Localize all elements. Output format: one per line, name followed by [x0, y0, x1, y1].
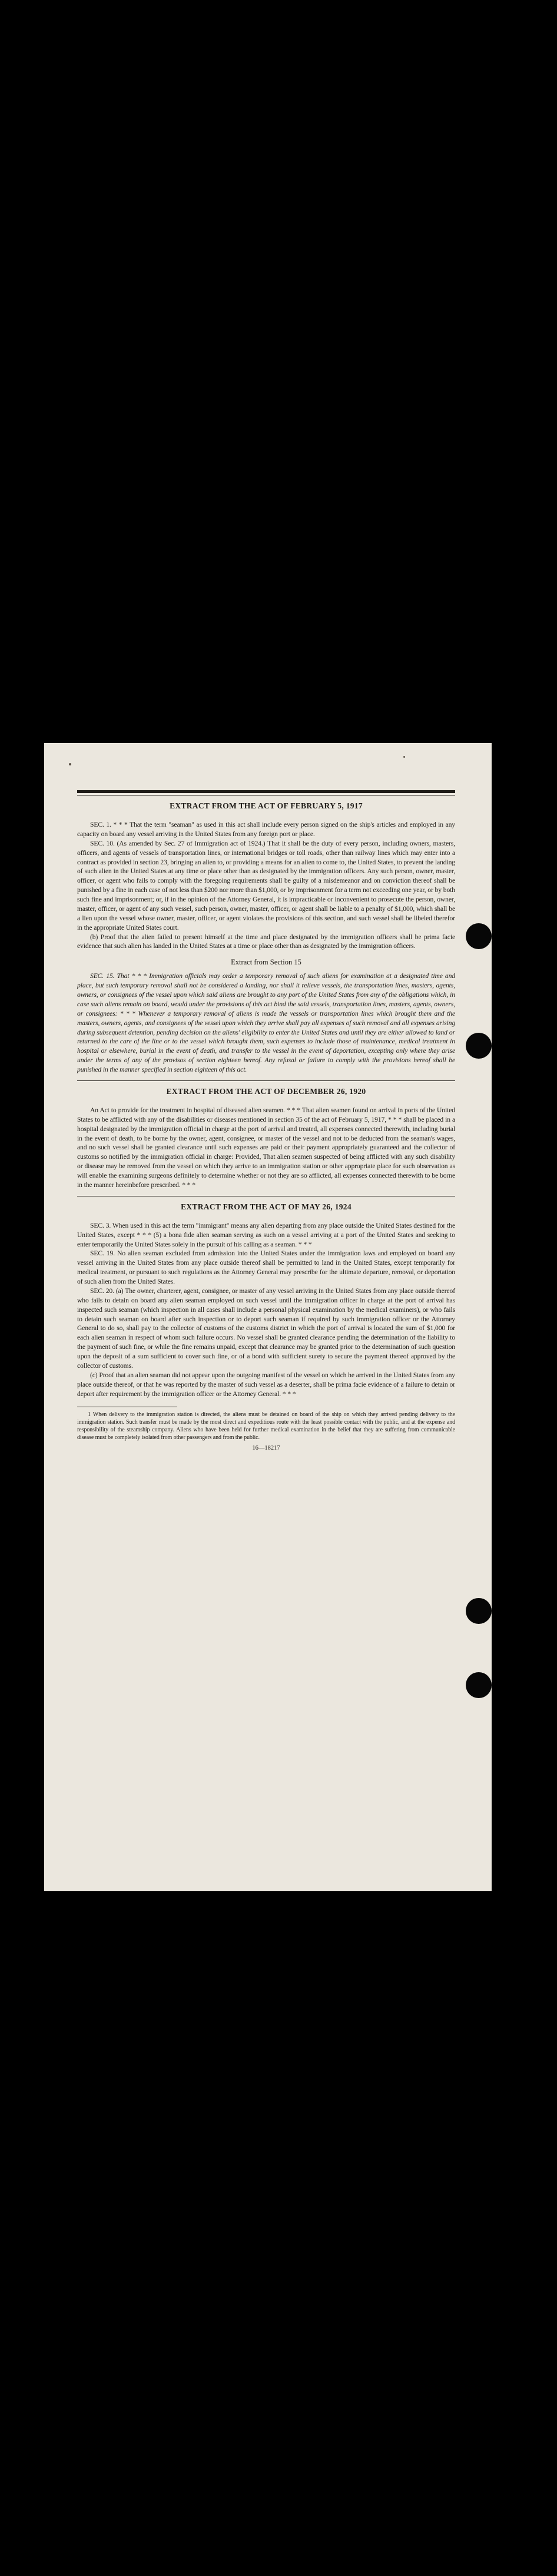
section-19-paragraph: SEC. 19. No alien seaman excluded from admission into the United States under the immigration laws and employed on board any vessel arriving in the United States from any place outside thereof shall be permitted to land in the United States, except temporarily for medical treatment, or pursuant to such regulations as the Attorney General may prescribe for the ultimate departure, removal, or deportation of such alien from the United States. — [77, 1249, 455, 1285]
speck — [69, 763, 71, 765]
heading-act-1917: EXTRACT FROM THE ACT OF FEBRUARY 5, 1917 — [170, 801, 363, 810]
section-15-paragraph: SEC. 15. That * * * Immigration officials may order a temporary removal of such aliens for examination at a designated time and place, but such temporary removal shall not be considered a landing, nor shall it relieve vessels, the transportation lines, masters, agents, owners, or consignees of the vessel upon which said aliens are brought to any port of the United States from any of the obligations which, in case such aliens remain on board, would under the provisions of this act bind the said vessels, transportation lines, masters, agents, owners, or consignees: * * * Whenever a temporary removal of aliens is made the vessels or transportation lines which brought them and the masters, owners, agents, and consignees of the vessel upon which they arrive shall pay all expenses of such removal and all expenses arising during subsequent detention, pending decision on the aliens' eligibility to enter the United States and until they are either allowed to land or returned to the care of the line or to the vessel which brought them, such expenses to include those of maintenance, medical treatment in hospital or elsewhere, burial in the event of death, and transfer to the vessel in the event of deportation, excepting only where they arise under the terms of any of the provisos of section eighteen hereof. Any refusal or failure to comply with the provisions hereof shall be punished in the manner specified in section eighteen of this act. — [77, 972, 455, 1073]
heading-act-1920: EXTRACT FROM THE ACT OF DECEMBER 26, 1920 — [166, 1086, 366, 1096]
top-heavy-rule — [77, 790, 455, 793]
act-1920-paragraph: An Act to provide for the treatment in hospital of diseased alien seamen. * * * That alien seamen found on arrival in ports of the United States to be afflicted with any of the disabilities or diseases mentioned in section 35 of the act of February 5, 1917, * * * shall be placed in a hospital designated by the immigration official in charge at the port of arrival and treated, all expenses connected therewith, including burial in the event of death, to be borne by the owner, agent, consignee, or master of the vessel and not to be deducted from the seaman's wages, and no such vessel shall be granted clearance until such expenses are paid or their payment appropriately guaranteed and the collector of customs so notified by the immigration official in charge: Provided, That alien seamen suspected of being afflicted with any such disability or disease may be removed from the vessel on which they arrive to an immigration station or other appropriate place for such observation as will enable the examining surgeons definitely to determine whether or not they are so afflicted, all expenses connected therewith to be borne in the manner hereinbefore prescribed. * * * — [77, 1106, 455, 1189]
section-10b-paragraph: (b) Proof that the alien failed to present himself at the time and place designated by the immigration officers shall be prima facie evidence that such alien has landed in the United States at a time or place other than as designated by the immigration officers. — [77, 933, 455, 950]
section-20-paragraph: SEC. 20. (a) The owner, charterer, agent, consignee, or master of any vessel arriving in the United States from any place outside thereof who fails to detain on board any alien seaman employed on such vessel until the immigration officer in charge at the port of arrival has inspected such seaman (which inspection in all cases shall include a personal physical examination by the medical examiners), or who fails to detain such seaman on board after such inspection or to deport such seaman if required by such immigration officer or the Attorney General to do so, shall pay to the collector of customs of the customs district in which the port of arrival is located the sum of $1,000 for each alien seaman in respect of whom such failure occurs. No vessel shall be granted clearance pending the determination of the liability to the payment of such fine, or while the fine remains unpaid, except that clearance may be granted prior to the determination of such question upon the deposit of a sum sufficient to cover such fine, or of a bond with sufficient surety to secure the payment thereof approved by the collector of customs. — [77, 1287, 455, 1370]
punch-hole — [466, 923, 492, 949]
section-3-paragraph: SEC. 3. When used in this act the term "immigrant" means any alien departing from any place outside the United States destined for the United States, except * * * (5) a bona fide alien seaman serving as such on a vessel arriving at a port of the United States and seeking to enter temporarily the United States solely in the pursuit of his calling as a seaman. * * * — [77, 1221, 455, 1248]
section-20c-paragraph: (c) Proof that an alien seaman did not appear upon the outgoing manifest of the vessel on which he arrived in the United States from any place outside thereof, or that he was reported by the master of such vessel as a deserter, shall be prima facie evidence of a failure to detain or deport after requirement by the immigration officer or the Attorney General. * * * — [77, 1371, 455, 1398]
section-10-paragraph: SEC. 10. (As amended by Sec. 27 of Immigration act of 1924.) That it shall be the duty of every person, including owners, masters, officers, and agents of vessels of transportation lines, or international bridges or toll roads, other than railway lines which may enter into a contract as provided in section 23, bringing an alien to, or providing a means for an alien to come to, the United States, to prevent the landing of such alien in the United States at any time or place other than as designated by the immigration officers. Any such person, owner, master, officer, or agent who fails to comply with the foregoing requirements shall be guilty of a misdemeanor and on conviction thereof shall be punished by a fine in each case of not less than $200 nor more than $1,000, or by imprisonment for a term not exceeding one year, or by both such fine and imprisonment; or, if in the opinion of the Attorney General, it is impracticable or inconvenient to prosecute the person, owner, master, officer, or agent of any such vessel, such person, owner, master, officer, or agent shall be liable to a penalty of $1,000, which shall be a lien upon the vessel whose owner, master, officer, or agent violates the provisions of this section, and such vessel shall be libeled therefor in the appropriate United States court. — [77, 839, 455, 931]
speck — [403, 756, 405, 758]
subheading-section-15: Extract from Section 15 — [231, 958, 301, 967]
punch-hole — [466, 1672, 492, 1698]
punch-hole — [466, 1033, 492, 1059]
footnote: 1 When delivery to the immigration station is directed, the aliens must be detained on board of the ship on which they arrived pending delivery to the immigration station. Such transfer must be made by the most direct and expeditious route with the least possible contact with the public, and at the expense and responsibility of the steamship company. Aliens who have been held for further medical examination in the belief that they are suffering from communicable disease must be completely isolated from other passengers and from the public. — [77, 1411, 455, 1441]
section-1-paragraph: SEC. 1. * * * That the term "seaman" as used in this act shall include every person signed on the ship's articles and employed in any capacity on board any vessel arriving in the United States from any foreign port or place. — [77, 821, 455, 838]
heading-act-1924: EXTRACT FROM THE ACT OF MAY 26, 1924 — [181, 1202, 352, 1211]
punch-hole — [466, 1598, 492, 1624]
document-page — [44, 743, 492, 1891]
page-number: 16—18217 — [252, 1445, 280, 1452]
divider — [77, 1080, 455, 1081]
